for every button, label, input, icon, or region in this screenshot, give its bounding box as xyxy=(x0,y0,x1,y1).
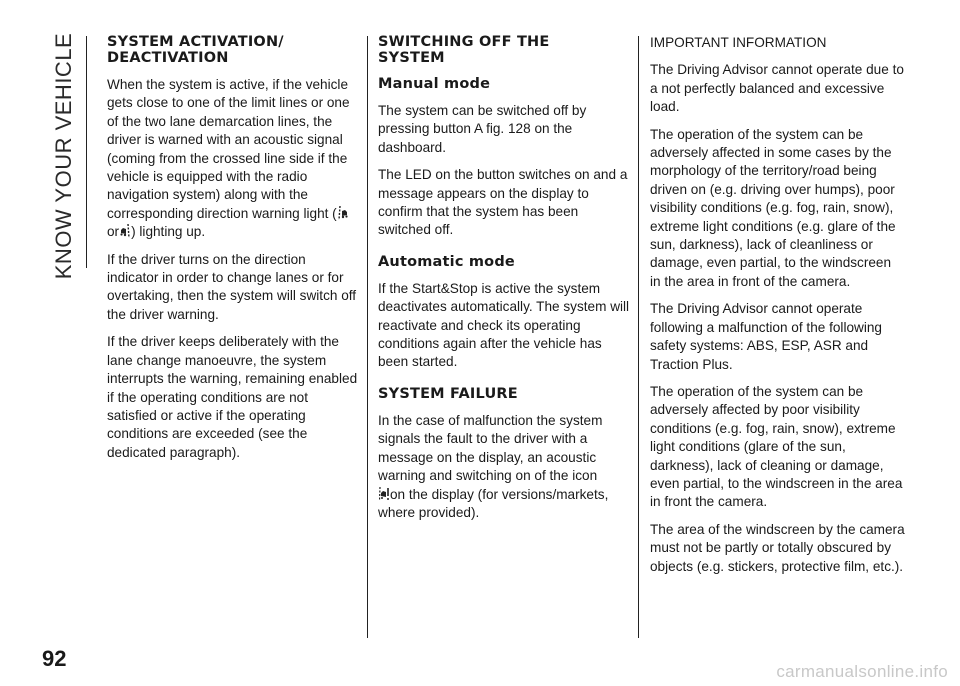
important-paragraph-4: The operation of the system can be adversely affected by poor visibility conditions (e.g. fog, rain, snow), extreme light conditions (glare of the sun, darkness), lack of cleaning or damage, even partial, to the windscreen in the area in front the camera. xyxy=(650,383,903,510)
heading-activation xyxy=(107,34,359,66)
heading-activation-line2: DEACTIVATION xyxy=(107,50,229,66)
important-paragraph-2: The operation of the system can be adversely affected in some cases by the morphology of the territory/road being driven on (e.g. driving over humps), poor visibility conditions (e.g. fog, rain, snow), extreme light conditions (e.g. glare of the sun, darkness), lack of cleanliness or damage, even partial, to the windscreen in the area in front of the camera. xyxy=(650,126,896,289)
column-important-information xyxy=(650,34,905,585)
watermark: carmanualsonline.info xyxy=(776,662,948,681)
column-activation xyxy=(107,34,359,471)
important-paragraph-5: The area of the windscreen by the camera must not be partly or totally obscured by objects (e.g. stickers, protective film, etc.). xyxy=(650,521,905,574)
activation-paragraph-2: If the driver turns on the direction indicator in order to change lanes or for overtaking, then the system will switch off the driver warning. xyxy=(107,251,357,322)
lane-system-failure-icon xyxy=(379,486,389,502)
manual-paragraph-2: The LED on the button switches on and a message appears on the display to confirm that the system has been switched off. xyxy=(378,167,628,238)
activation-paragraph-3: If the driver keeps deliberately with the lane change manoeuvre, the system interrupts the warning, remaining enabled if the operating conditions are not satisfied or active if the operating conditions are exceeded (see the dedicated paragraph). xyxy=(107,334,358,460)
activation-paragraph-1: When the system is active, if the vehicle gets close to one of the limit lines or one of the two lane demarcation lines, the driver is warned with an acoustic signal (coming from the crossed line side if the vehicle is equipped with the radio navigation system) along with the corresponding direction warning light ( or ) lighting up. xyxy=(107,77,350,240)
heading-system-failure: SYSTEM FAILURE xyxy=(378,385,518,402)
heading-activation-line1: SYSTEM ACTIVATION/ xyxy=(107,34,284,50)
heading-automatic-mode: Automatic mode xyxy=(378,253,515,270)
lane-departure-right-icon xyxy=(120,223,130,239)
heading-switching-off-line1: SWITCHING OFF THE xyxy=(378,34,550,50)
page-number: 92 xyxy=(42,646,67,671)
heading-switching-off-line2: SYSTEM xyxy=(378,50,445,66)
failure-paragraph-1: In the case of malfunction the system signals the fault to the driver with a message on the display, an acoustic warning and switching on of the icon on the display (for versions/markets, where provided). xyxy=(378,412,609,520)
automatic-paragraph-1: If the Start&Stop is active the system deactivates automatically. The system will reactivate and check its operating conditions again after the vehicle has been started. xyxy=(378,280,630,370)
heading-important-information: IMPORTANT INFORMATION xyxy=(650,35,827,50)
column-divider-2 xyxy=(638,36,639,638)
heading-manual-mode: Manual mode xyxy=(378,76,491,92)
manual-paragraph-1: The system can be switched off by pressing button A fig. 128 on the dashboard. xyxy=(378,103,587,155)
column-switching-off xyxy=(378,34,630,531)
sidebar-divider xyxy=(86,36,87,268)
column-divider-1 xyxy=(367,36,368,638)
important-paragraph-1: The Driving Advisor cannot operate due to a not perfectly balanced and excessive load. xyxy=(650,62,904,115)
lane-departure-left-icon xyxy=(338,205,348,221)
section-title: KNOW YOUR VEHICLE xyxy=(51,32,76,280)
heading-switching-off xyxy=(378,34,630,66)
important-paragraph-3: The Driving Advisor cannot operate following a malfunction of the following safety systems: ABS, ESP, ASR and Traction Plus. xyxy=(650,301,882,372)
section-side-label xyxy=(40,32,88,280)
